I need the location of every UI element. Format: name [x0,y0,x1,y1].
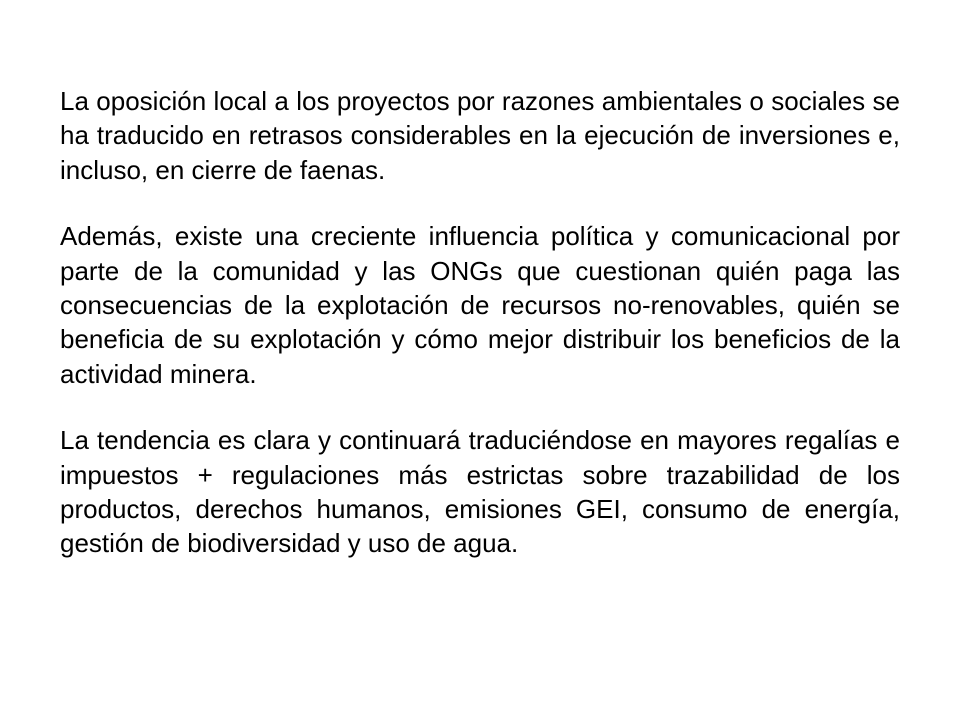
paragraph-local-opposition: La oposición local a los proyectos por razones ambientales o sociales se ha traducido en retrasos considerables en la ejecución de inversiones e, incluso, en cierre de faenas. [60,86,900,185]
slide-body [60,84,900,561]
paragraph-political-influence: Además, existe una creciente influencia política y comunicacional por parte de la comunidad y las ONGs que cuestionan quién paga las consecuencias de la explotación de recursos no-renovables, quién se beneficia de su explotación y cómo mejor distribuir los beneficios de la actividad minera. [60,221,900,389]
paragraph-trend: La tendencia es clara y continuará traduciéndose en mayores regalías e impuestos + regulaciones más estrictas sobre trazabilidad de los productos, derechos humanos, emisiones GEI, consumo de energía, gestión de biodiversidad y uso de agua. [60,425,900,559]
